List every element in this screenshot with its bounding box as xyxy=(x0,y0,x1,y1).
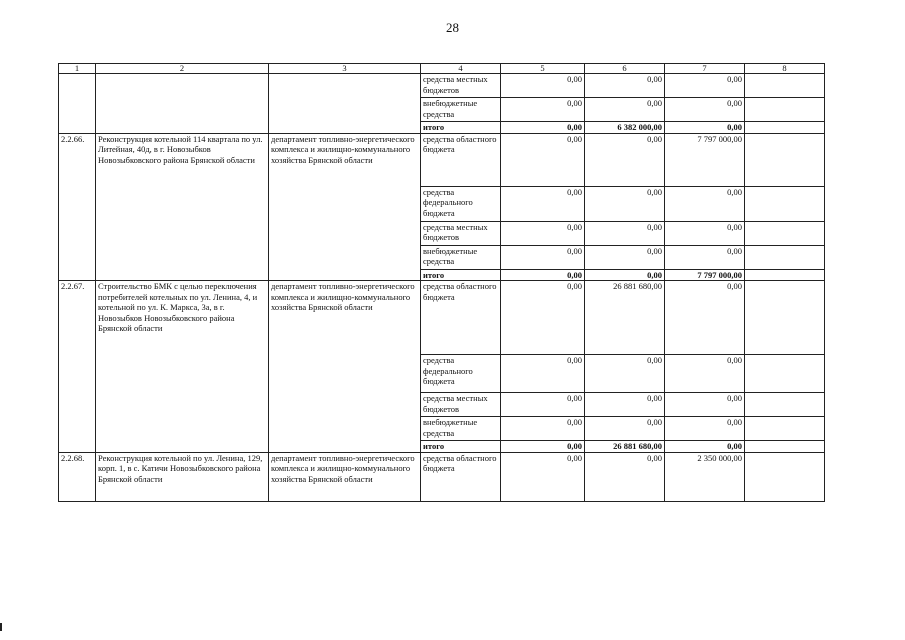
page-number: 28 xyxy=(446,20,459,35)
source-label: внебюджетные средства xyxy=(421,245,501,269)
source-label: итого xyxy=(421,122,501,134)
cell-empty xyxy=(745,122,825,134)
value-cell: 0,00 xyxy=(501,355,585,393)
cell-empty xyxy=(269,74,421,134)
value-cell: 0,00 xyxy=(665,355,745,393)
value-cell: 0,00 xyxy=(585,245,665,269)
value-cell: 0,00 xyxy=(585,417,665,441)
value-cell: 0,00 xyxy=(665,441,745,453)
item-name: Строительство БМК с целью переключения потребителей котельных по ул. Ленина, 4, и котельной по ул. К. Маркса, 3а, в г. Новозыбков Новозыбковского района Брянской области xyxy=(96,281,269,453)
source-label: средства местных бюджетов xyxy=(421,393,501,417)
cell-empty xyxy=(745,221,825,245)
value-cell: 0,00 xyxy=(665,393,745,417)
source-label: итого xyxy=(421,441,501,453)
cell-empty xyxy=(745,245,825,269)
col-header: 3 xyxy=(269,64,421,74)
value-cell: 0,00 xyxy=(585,393,665,417)
source-label: средства местных бюджетов xyxy=(421,221,501,245)
item-executor: департамент топливно-энергетического комплекса и жилищно-коммунального хозяйства Брянской области xyxy=(269,133,421,281)
value-cell: 0,00 xyxy=(501,281,585,355)
cell-empty xyxy=(745,452,825,501)
value-cell: 26 881 680,00 xyxy=(585,441,665,453)
value-cell: 0,00 xyxy=(665,186,745,221)
cell-empty xyxy=(745,133,825,186)
col-header: 5 xyxy=(501,64,585,74)
col-header: 7 xyxy=(665,64,745,74)
cell-empty xyxy=(745,74,825,98)
value-cell: 0,00 xyxy=(585,133,665,186)
cell-empty xyxy=(96,74,269,134)
cell-empty xyxy=(745,417,825,441)
source-label: средства областного бюджета xyxy=(421,452,501,501)
value-cell: 0,00 xyxy=(501,441,585,453)
cell-empty xyxy=(745,393,825,417)
value-cell: 0,00 xyxy=(501,98,585,122)
col-header: 4 xyxy=(421,64,501,74)
source-label: средства областного бюджета xyxy=(421,281,501,355)
table-row xyxy=(59,452,825,501)
cell-empty xyxy=(745,281,825,355)
item-executor: департамент топливно-энергетического комплекса и жилищно-коммунального хозяйства Брянской области xyxy=(269,452,421,501)
value-cell: 0,00 xyxy=(665,245,745,269)
item-executor: департамент топливно-энергетического комплекса и жилищно-коммунального хозяйства Брянской области xyxy=(269,281,421,453)
value-cell: 0,00 xyxy=(501,245,585,269)
col-header: 2 xyxy=(96,64,269,74)
item-number: 2.2.68. xyxy=(59,452,96,501)
value-cell: 0,00 xyxy=(585,269,665,281)
value-cell: 0,00 xyxy=(501,393,585,417)
value-cell: 0,00 xyxy=(585,452,665,501)
value-cell: 0,00 xyxy=(585,74,665,98)
item-name: Реконструкция котельной по ул. Ленина, 129, корп. 1, в с. Катичи Новозыбковского района Брянской области xyxy=(96,452,269,501)
source-label: средства федерального бюджета xyxy=(421,186,501,221)
value-cell: 0,00 xyxy=(585,221,665,245)
margin-mark xyxy=(0,623,2,631)
col-header: 1 xyxy=(59,64,96,74)
cell-empty xyxy=(745,269,825,281)
item-name: Реконструкция котельной 114 квартала по ул. Литейная, 40д, в г. Новозыбков Новозыбковского района Брянской области xyxy=(96,133,269,281)
value-cell: 0,00 xyxy=(501,221,585,245)
value-cell: 0,00 xyxy=(665,221,745,245)
value-cell: 26 881 680,00 xyxy=(585,281,665,355)
cell-empty xyxy=(745,441,825,453)
source-label: средства федерального бюджета xyxy=(421,355,501,393)
cell-empty xyxy=(745,98,825,122)
value-cell: 0,00 xyxy=(665,417,745,441)
table-row xyxy=(59,74,825,98)
value-cell: 0,00 xyxy=(665,122,745,134)
source-label: средства областного бюджета xyxy=(421,133,501,186)
value-cell: 0,00 xyxy=(665,98,745,122)
value-cell: 0,00 xyxy=(501,122,585,134)
cell-empty xyxy=(745,186,825,221)
col-header: 8 xyxy=(745,64,825,74)
value-cell: 0,00 xyxy=(501,417,585,441)
source-label: внебюджетные средства xyxy=(421,417,501,441)
value-cell: 7 797 000,00 xyxy=(665,133,745,186)
value-cell: 0,00 xyxy=(585,186,665,221)
value-cell: 6 382 000,00 xyxy=(585,122,665,134)
col-header: 6 xyxy=(585,64,665,74)
cell-empty xyxy=(59,74,96,134)
value-cell: 2 350 000,00 xyxy=(665,452,745,501)
cell-empty xyxy=(745,355,825,393)
value-cell: 7 797 000,00 xyxy=(665,269,745,281)
column-number-row xyxy=(59,64,825,74)
value-cell: 0,00 xyxy=(585,355,665,393)
item-number: 2.2.67. xyxy=(59,281,96,453)
source-label: внебюджетные средства xyxy=(421,98,501,122)
value-cell: 0,00 xyxy=(501,269,585,281)
value-cell: 0,00 xyxy=(501,133,585,186)
financing-table xyxy=(58,63,825,502)
source-label: итого xyxy=(421,269,501,281)
item-number: 2.2.66. xyxy=(59,133,96,281)
value-cell: 0,00 xyxy=(501,452,585,501)
table-row xyxy=(59,281,825,355)
value-cell: 0,00 xyxy=(665,74,745,98)
value-cell: 0,00 xyxy=(665,281,745,355)
value-cell: 0,00 xyxy=(501,74,585,98)
value-cell: 0,00 xyxy=(501,186,585,221)
table-row xyxy=(59,133,825,186)
value-cell: 0,00 xyxy=(585,98,665,122)
source-label: средства местных бюджетов xyxy=(421,74,501,98)
